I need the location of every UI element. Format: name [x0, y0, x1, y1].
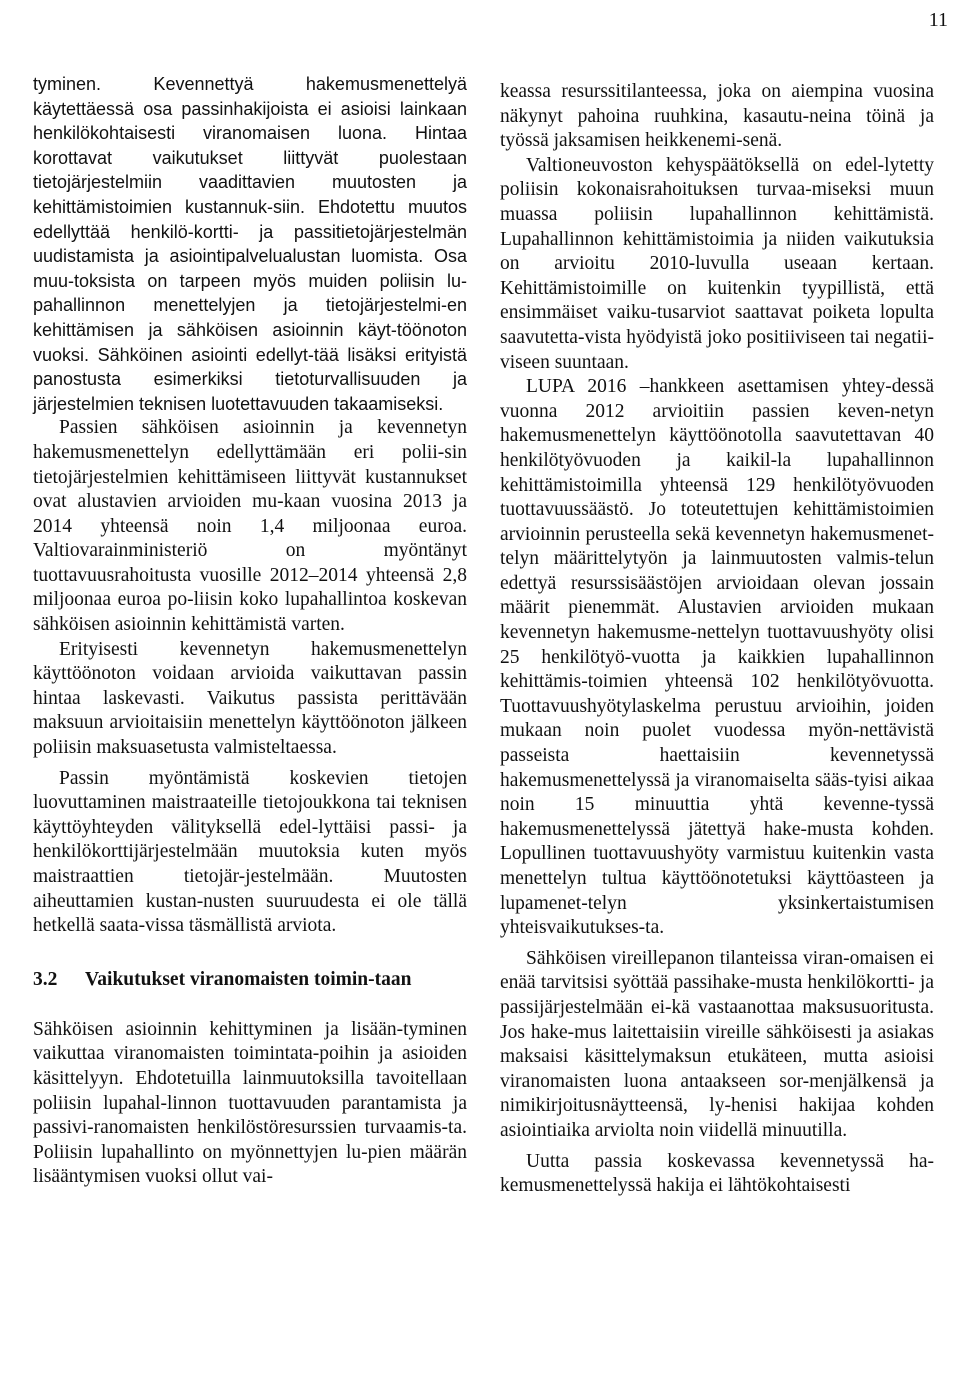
right-paragraph-5: Uutta passia koskevassa kevennetyssä ha-kemusmenettelyssä hakija ei lähtökohtaisesti	[500, 1150, 934, 1197]
left-column	[33, 72, 467, 1190]
section-title: Vaikutukset viranomaisten toimin-taan	[85, 968, 412, 990]
section-heading	[33, 967, 467, 992]
left-paragraph-1: tyminen. Kevennettyä hakemusmenettelyä käytettäessä osa passinhakijoista ei asioisi lainkaan henkilökohtaisesti viranomaisen luona. Hintaa korottavat vaikutukset liittyvät puolestaan tietojärjestelmiin vaadittavien muutosten ja kehittämistoimien kustannuk-siin. Ehdotettu muutos edellyttää henkilö-kortti- ja passitietojärjestelmän uudistamista ja asiointipalvelualustan luomista. Osa muu-toksista on tarpeen myös muiden poliisin lu-pahallinnon menettelyjen ja tietojärjestelmi-en kehittämisen ja sähköisen asioinnin käyt-töönoton vuoksi. Sähköinen asiointi edellyt-tää lisäksi erityistä panostusta esimerkiksi tietoturvallisuuden ja järjestelmien teknisen luotettavuuden takaamiseksi.	[33, 74, 467, 414]
right-paragraph-3: LUPA 2016 –hankkeen asettamisen yhtey-dessä vuonna 2012 arvioitiin passien keven-netyn hakemusmenettelyn käyttöönotolla saavutettavan 40 henkilötyövuoden ja kaikil-la lupahallinnon kehittämistoimilla yhteensä 129 henkilötyövuoden tuottavuussäästö. Jo toteutettujen kehittämistoimien arvioinnin perusteella sekä kevennetyn hakemusmenet-telyn määrittelytyön ja lainmuutosten valmis-telun edettyä resurssisäästöjen arvioidaan olevan jossain määrit pienemmät. Alustavien arvioiden mukaan kevennetyn hakemusme-nettelyn tuottavuushyöty olisi 25 henkilötyö-vuotta ja kaikkien lupahallinnon kehittämis-toimien yhteensä 102 henkilötyövuotta. Tuottavuushyötylaskelma perustuu arvioihin, joiden mukaan noin puolet vuodessa myön-nettävistä passeista haettaisiin kevennetyssä hakemusmenettelyssä ja viranomaiselta sääs-tyisi aikaa noin 15 minuuttia yhtä kevenne-tyssä hakemusmenettelyssä jätettyä hake-musta kohden. Lopullinen tuottavuushyöty varmistuu kuitenkin vasta menettelyn tultua käyttöönotetuksi käyttöasteen ja lupamenet-telyn yksinkertaistumisen yhteisvaikutukses-ta.	[500, 376, 934, 939]
left-paragraph-5: Sähköisen asioinnin kehittyminen ja lisään-tyminen vaikuttaa viranomaisten toimintata-poihin ja asioiden käsittelyyn. Ehdotetuilla lainmuutoksilla tavoitellaan poliisin lupahal-linnon tuottavuuden parantamista ja passivi-ranomaisten henkilöstöresurssien turvaamis-ta. Poliisin lupahallinto on myönnettyjen lu-pien määrän lisääntymisen vuoksi ollut vai-	[33, 1018, 467, 1188]
right-paragraph-1: keassa resurssitilanteessa, joka on aiempina vuosina näkynyt pahoina ruuhkina, kasautu-neina töinä ja työssä jaksamisen heikkenemi-senä.	[500, 81, 934, 152]
left-paragraph-2: Passien sähköisen asioinnin ja kevennetyn hakemusmenettelyn edellyttämään eri polii-sin tietojärjestelmien kehittämiseen liittyvät kustannukset ovat alustavien arvioiden mu-kaan vuosina 2013 ja 2014 yhteensä noin 1,4 miljoonaa euroa. Valtiovarainministeriö on myöntänyt tuottavuusrahoitusta vuosille 2012–2014 yhteensä 2,8 miljoonaa euroa po-liisin koko lupahallintoa koskevan sähköisen asioinnin kehittämistä varten.	[33, 417, 467, 636]
right-column	[500, 80, 934, 1199]
page-number: 11	[928, 9, 948, 31]
right-paragraph-4: Sähköisen vireillepanon tilanteissa viran-omaisen ei enää tarvitsisi syöttää passihake-musta henkilökortti- ja passijärjestelmään ei-kä vastaanottaa maksusuoritusta. Jos hake-mus laitettaisiin vireille sähköisesti ja asiakas maksaisi käsittelymaksun etukäteen, mutta asioisi viranomaisten luona antaakseen sor-menjälkensä ja nimikirjoitusnäytteensä, ly-henisi hakijaa kohden asiointiaika arviolta noin viidellä minuutilla.	[500, 947, 934, 1141]
right-paragraph-2: Valtioneuvoston kehyspäätöksellä on edel-lytetty poliisin kokonaisrahoituksen turvaa-miseksi muun muassa poliisin lupahallinnon kehittämistä. Lupahallinnon kehittämistoimia ja niiden vaikutuksia on arvioitu 2010-luvulla useaan kertaan. Kehittämistoimille on kuitenkin tyypillistä, että ensimmäiset vaiku-tusarviot saattavat poiketa lopulta saavutetta-vista hyödyistä joko positiiviseen tai negatii-viseen suuntaan.	[500, 154, 934, 373]
left-paragraph-3: Erityisesti kevennetyn hakemusmenettelyn käyttöönoton voidaan arvioida vaikuttavan passin hintaa laskevasti. Vaikutus passista perittävään maksuun arvioitaisiin menettelyn käyttöönoton jälkeen poliisin maksuasetusta valmisteltaessa.	[33, 638, 467, 759]
section-number: 3.2	[33, 968, 58, 990]
left-paragraph-4: Passin myöntämistä koskevien tietojen luovuttaminen maistraateille tietojoukkona tai teknisen käyttöyhteyden välityksellä edel-lyttäisi passi- ja henkilökorttijärjestelmään muutoksia kuten myös maistraattien tietojär-jestelmään. Muutosten aiheuttamien kustan-nusten suuruudesta ei ole tällä hetkellä saata-vissa täsmällistä arviota.	[33, 767, 467, 937]
